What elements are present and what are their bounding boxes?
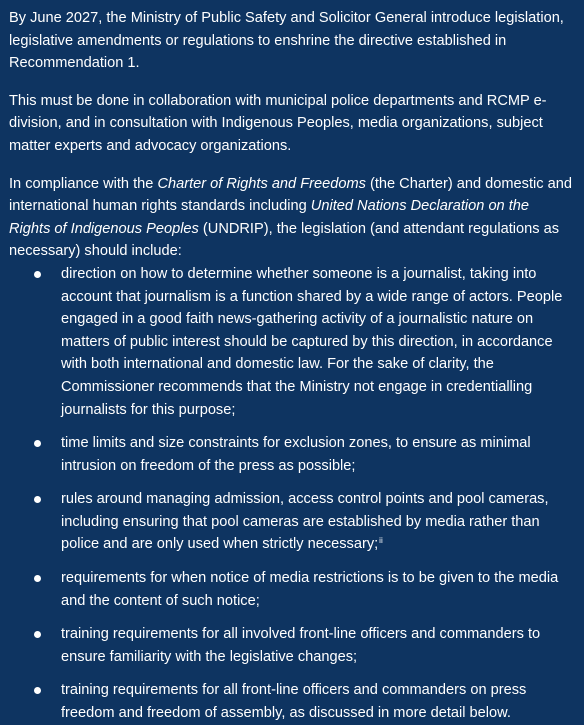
- paragraph-compliance: [9, 173, 574, 263]
- list-item: [61, 488, 574, 556]
- compliance-text-part1: In compliance with the: [9, 175, 158, 192]
- list-item: [61, 263, 574, 421]
- bullet-icon: [34, 631, 41, 638]
- list-item: [61, 567, 574, 612]
- undrip-title: United Nations Declaration on the Rights of Indigenous Peoples: [9, 198, 530, 237]
- bullet-icon: [34, 440, 41, 447]
- compliance-text-part2: (the Charter) and domestic and international human rights standards including: [9, 175, 572, 215]
- list-item: [61, 623, 574, 668]
- bullet-icon: [34, 687, 41, 694]
- list-item-text: training requirements for all involved front-line officers and commanders to ensure familiarity with the legislative changes;: [61, 626, 541, 665]
- list-item-text: training requirements for all front-line officers and commanders on press freedom and freedom of assembly, as discussed in more detail below.: [61, 682, 527, 722]
- list-item: [61, 679, 574, 724]
- footnote-marker[interactable]: ii: [379, 535, 383, 545]
- bullet-icon: [34, 496, 41, 503]
- bullet-icon: [34, 271, 41, 278]
- paragraph-collaboration: This must be done in collaboration with municipal police departments and RCMP e-division, and in consultation with Indigenous Peoples, media organizations, subject matter experts and advocacy organizations.: [9, 92, 547, 154]
- paragraph-legislation-deadline: By June 2027, the Ministry of Public Safety and Solicitor General introduce legislation, legislative amendments or regulations to enshrine the directive established in Recommendation 1.: [9, 10, 564, 72]
- charter-title: Charter of Rights and Freedoms: [157, 175, 366, 192]
- list-item-text: direction on how to determine whether someone is a journalist, taking into account that journalism is a function shared by a wide range of actors. People engaged in a good faith news-gathering activity of a journalistic nature on matters of public interest should be captured by this direction, in accordance with both international and domestic law. For the sake of clarity, the Commissioner recommends that the Ministry not engage in credentialling journalists for this purpose;: [61, 265, 563, 418]
- bullet-icon: [34, 575, 41, 582]
- list-item-text: rules around managing admission, access control points and pool cameras, including ensuring that pool cameras are established by media rather than police and are only used when strictly necessary;: [61, 491, 549, 553]
- list-item: [61, 432, 574, 477]
- list-item-text: requirements for when notice of media restrictions is to be given to the media and the content of such notice;: [61, 570, 559, 609]
- compliance-text-part3: (UNDRIP), the legislation (and attendant regulations as necessary) should include:: [9, 220, 560, 260]
- list-item-text: time limits and size constraints for exclusion zones, to ensure as minimal intrusion on freedom of the press as possible;: [61, 435, 531, 474]
- requirements-list: [9, 263, 574, 725]
